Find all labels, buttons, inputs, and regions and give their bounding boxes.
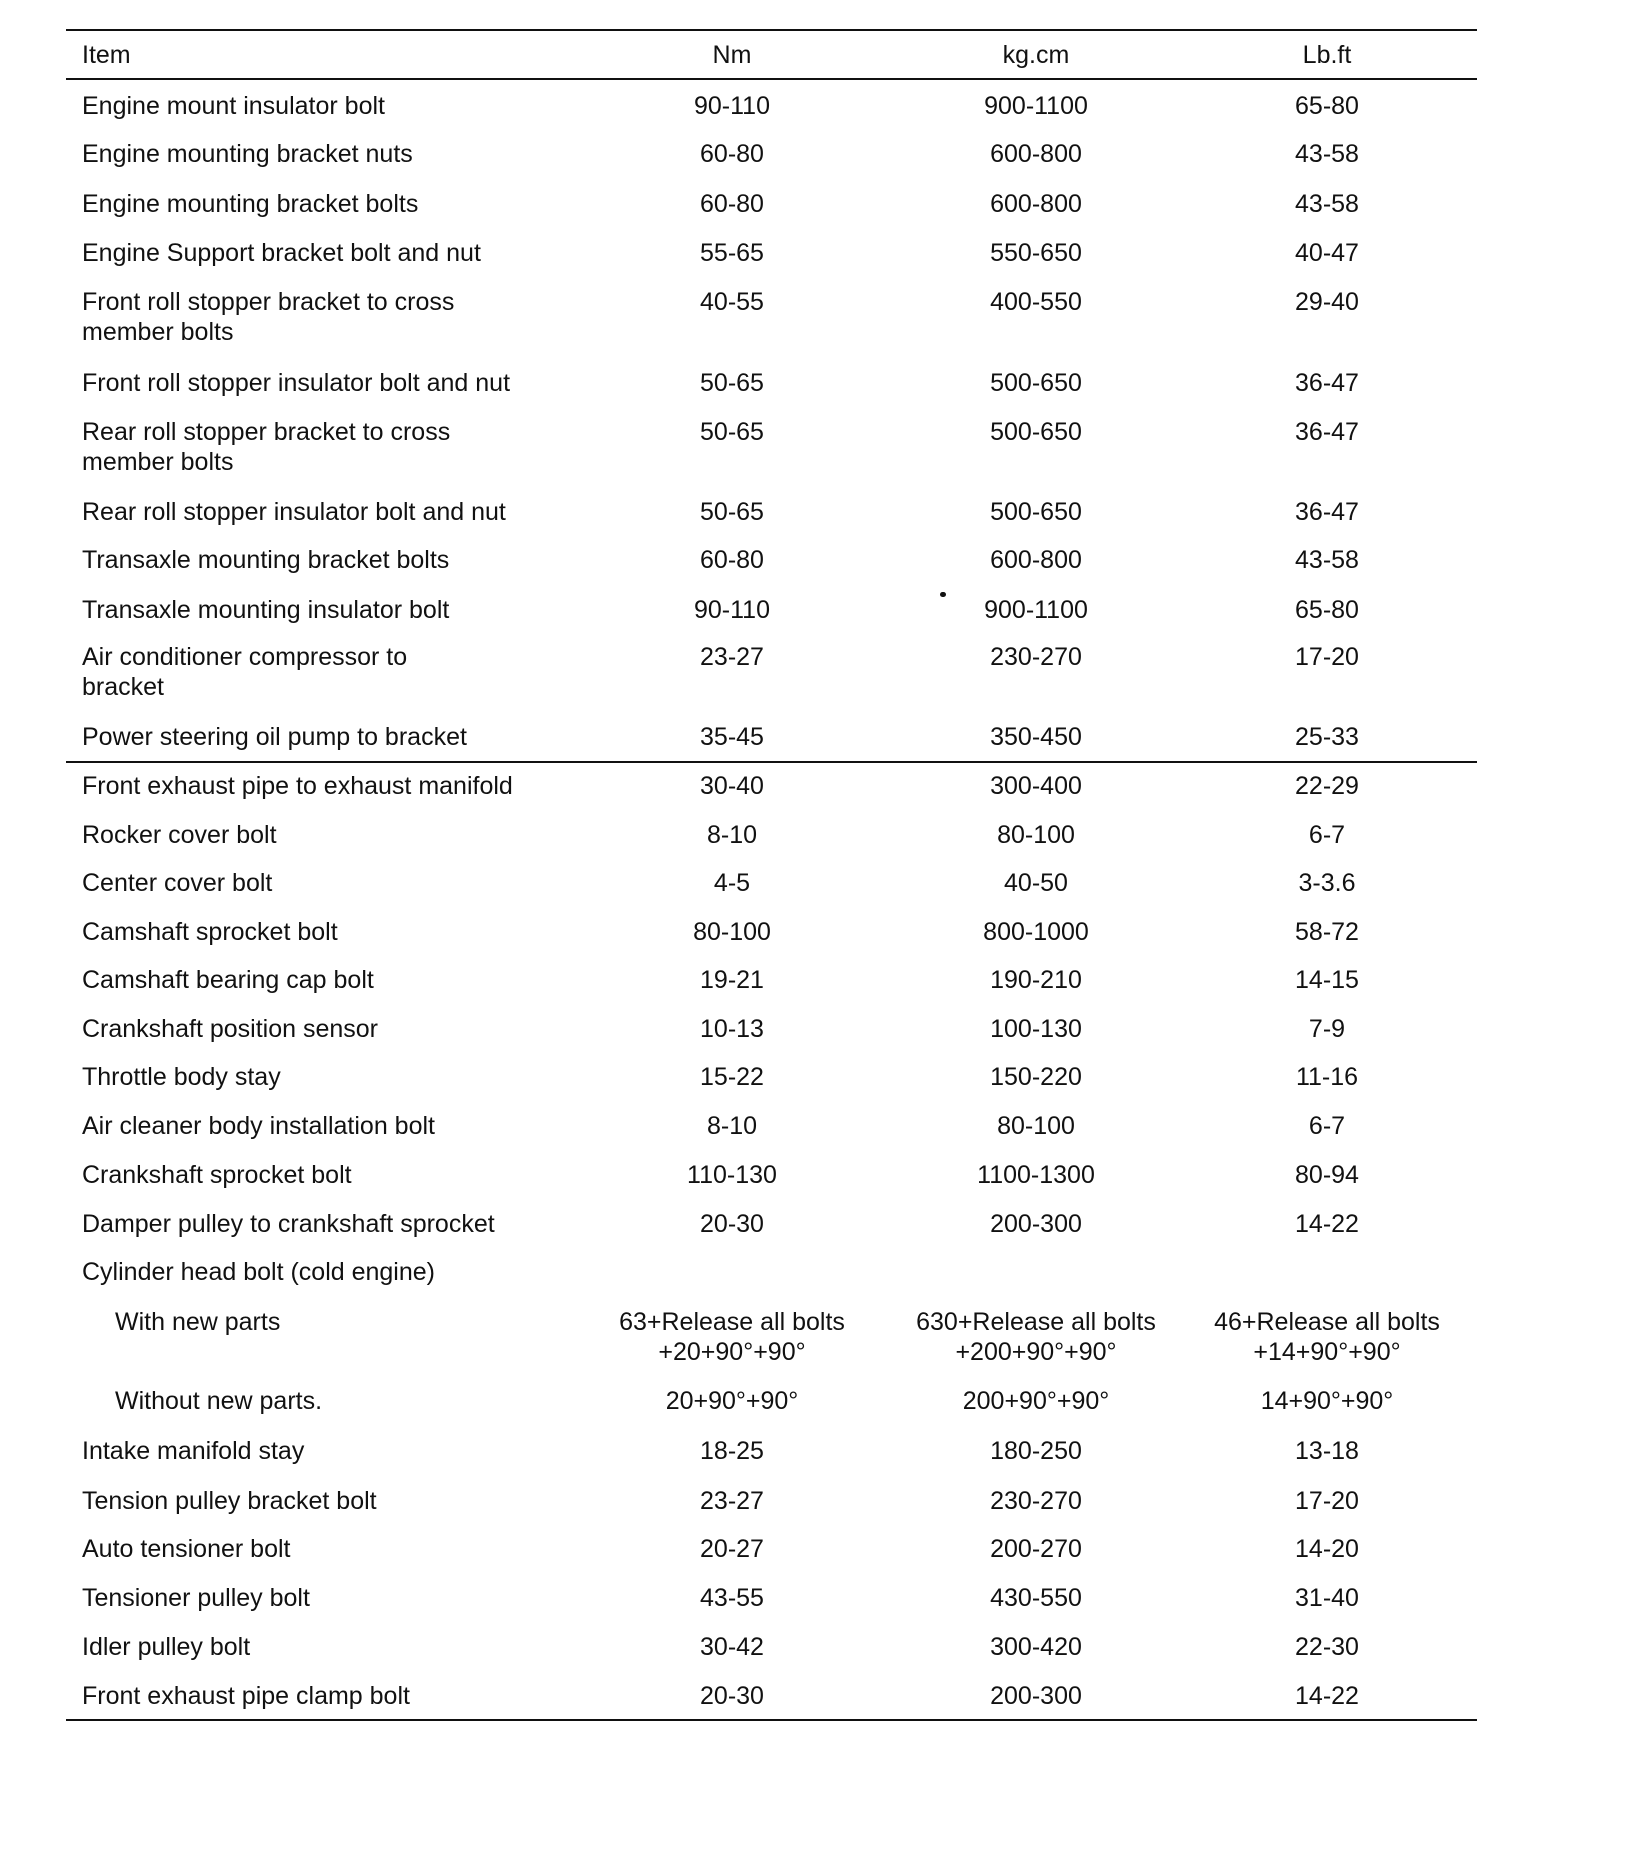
cell-nm: 60-80 bbox=[700, 190, 764, 218]
cell-kgcm: 900-1100 bbox=[984, 92, 1088, 120]
table-top-rule bbox=[66, 29, 1477, 31]
cell-lbft: 36-47 bbox=[1295, 418, 1359, 446]
cell-item: Transaxle mounting insulator bolt bbox=[82, 596, 450, 624]
cell-nm: 30-42 bbox=[700, 1633, 764, 1661]
cell-kgcm: 500-650 bbox=[990, 498, 1082, 526]
cell-item: Throttle body stay bbox=[82, 1063, 281, 1091]
cell-nm: 30-40 bbox=[700, 772, 764, 800]
cell-item: Air cleaner body installation bolt bbox=[82, 1112, 435, 1140]
cell-lbft: 43-58 bbox=[1295, 546, 1359, 574]
cell-nm: 8-10 bbox=[706, 1112, 758, 1140]
cell-lbft: +14+90°+90° bbox=[1253, 1338, 1401, 1366]
cell-lbft: 13-18 bbox=[1295, 1437, 1359, 1465]
cell-kgcm: 400-550 bbox=[990, 288, 1082, 316]
cell-item: Front exhaust pipe to exhaust manifold bbox=[82, 772, 513, 800]
cell-kgcm: 600-800 bbox=[990, 190, 1082, 218]
cell-item: Tensioner pulley bolt bbox=[82, 1584, 310, 1612]
cell-item: Damper pulley to crankshaft sprocket bbox=[82, 1210, 495, 1238]
header-kgcm: kg.cm bbox=[1002, 41, 1070, 69]
cell-lbft: 22-29 bbox=[1295, 772, 1359, 800]
cell-kgcm: 80-100 bbox=[997, 1112, 1075, 1140]
cell-nm: 50-65 bbox=[700, 418, 764, 446]
cell-nm: 60-80 bbox=[700, 140, 764, 168]
cell-item: member bolts bbox=[82, 318, 234, 346]
cell-lbft: 14-20 bbox=[1295, 1535, 1359, 1563]
cell-kgcm: 900-1100 bbox=[984, 596, 1088, 624]
cell-lbft: 29-40 bbox=[1295, 288, 1359, 316]
cell-nm: 90-110 bbox=[694, 92, 770, 120]
cell-item: Intake manifold stay bbox=[82, 1437, 305, 1465]
cell-lbft: 65-80 bbox=[1295, 92, 1359, 120]
cell-item: Without new parts. bbox=[115, 1387, 323, 1415]
cell-lbft: 6-7 bbox=[1308, 1112, 1346, 1140]
cell-lbft: 14+90°+90° bbox=[1260, 1387, 1394, 1415]
header-nm: Nm bbox=[712, 41, 752, 69]
cell-lbft: 80-94 bbox=[1295, 1161, 1359, 1189]
cell-nm: 43-55 bbox=[700, 1584, 764, 1612]
header-bottom-rule bbox=[66, 78, 1477, 80]
cell-item: member bolts bbox=[82, 448, 234, 476]
cell-kgcm: 1100-1300 bbox=[977, 1161, 1095, 1189]
cell-nm: 50-65 bbox=[700, 498, 764, 526]
cell-nm: 110-130 bbox=[687, 1161, 777, 1189]
cell-kgcm: 600-800 bbox=[990, 140, 1082, 168]
cell-item: Engine mounting bracket nuts bbox=[82, 140, 413, 168]
cell-lbft: 14-22 bbox=[1295, 1682, 1359, 1710]
cell-item: Front roll stopper bracket to cross bbox=[82, 288, 455, 316]
cell-kgcm: 500-650 bbox=[990, 369, 1082, 397]
cell-item: Front exhaust pipe clamp bolt bbox=[82, 1682, 410, 1710]
cell-kgcm: 300-400 bbox=[990, 772, 1082, 800]
cell-item: Engine Support bracket bolt and nut bbox=[82, 239, 481, 267]
cell-lbft: 65-80 bbox=[1295, 596, 1359, 624]
cell-lbft: 7-9 bbox=[1308, 1015, 1346, 1043]
cell-kgcm: +200+90°+90° bbox=[955, 1338, 1117, 1366]
cell-lbft: 36-47 bbox=[1295, 498, 1359, 526]
cell-lbft: 14-22 bbox=[1295, 1210, 1359, 1238]
cell-item: Camshaft bearing cap bolt bbox=[82, 966, 374, 994]
cell-nm: 4-5 bbox=[713, 869, 751, 897]
cell-lbft: 43-58 bbox=[1295, 140, 1359, 168]
cell-nm: 20-27 bbox=[700, 1535, 764, 1563]
cell-kgcm: 230-270 bbox=[990, 1487, 1082, 1515]
cell-item: Power steering oil pump to bracket bbox=[82, 723, 467, 751]
cell-nm: +20+90°+90° bbox=[658, 1338, 806, 1366]
cell-nm: 35-45 bbox=[700, 723, 764, 751]
cell-lbft: 58-72 bbox=[1295, 918, 1359, 946]
cell-kgcm: 200+90°+90° bbox=[962, 1387, 1110, 1415]
cell-lbft: 36-47 bbox=[1295, 369, 1359, 397]
cell-lbft: 25-33 bbox=[1295, 723, 1359, 751]
cell-kgcm: 600-800 bbox=[990, 546, 1082, 574]
cell-lbft: 46+Release all bolts bbox=[1214, 1308, 1440, 1336]
cell-lbft: 17-20 bbox=[1295, 1487, 1359, 1515]
cell-nm: 23-27 bbox=[700, 643, 764, 671]
cell-nm: 15-22 bbox=[700, 1063, 764, 1091]
cell-item: Center cover bolt bbox=[82, 869, 273, 897]
cell-kgcm: 800-1000 bbox=[983, 918, 1089, 946]
cell-item: Engine mounting bracket bolts bbox=[82, 190, 419, 218]
scan-speck bbox=[940, 592, 946, 597]
cell-kgcm: 300-420 bbox=[990, 1633, 1082, 1661]
cell-kgcm: 200-300 bbox=[990, 1210, 1082, 1238]
cell-kgcm: 40-50 bbox=[1004, 869, 1068, 897]
cell-item: bracket bbox=[82, 673, 164, 701]
cell-kgcm: 150-220 bbox=[990, 1063, 1082, 1091]
cell-kgcm: 500-650 bbox=[990, 418, 1082, 446]
cell-nm: 80-100 bbox=[693, 918, 771, 946]
table-bottom-rule bbox=[66, 1719, 1477, 1721]
cell-kgcm: 80-100 bbox=[997, 821, 1075, 849]
cell-lbft: 3-3.6 bbox=[1298, 869, 1356, 897]
cell-lbft: 40-47 bbox=[1295, 239, 1359, 267]
cell-item: Cylinder head bolt (cold engine) bbox=[82, 1258, 435, 1286]
cell-nm: 20-30 bbox=[700, 1210, 764, 1238]
cell-item: Engine mount insulator bolt bbox=[82, 92, 385, 120]
cell-item: Crankshaft sprocket bolt bbox=[82, 1161, 352, 1189]
cell-lbft: 17-20 bbox=[1295, 643, 1359, 671]
header-lbft: Lb.ft bbox=[1302, 41, 1352, 69]
cell-nm: 20-30 bbox=[700, 1682, 764, 1710]
section-divider-rule bbox=[66, 761, 1477, 763]
cell-item: Crankshaft position sensor bbox=[82, 1015, 378, 1043]
cell-item: Camshaft sprocket bolt bbox=[82, 918, 338, 946]
cell-kgcm: 430-550 bbox=[990, 1584, 1082, 1612]
cell-item: Rear roll stopper insulator bolt and nut bbox=[82, 498, 506, 526]
cell-kgcm: 100-130 bbox=[990, 1015, 1082, 1043]
cell-lbft: 31-40 bbox=[1295, 1584, 1359, 1612]
cell-kgcm: 350-450 bbox=[990, 723, 1082, 751]
cell-item: With new parts bbox=[115, 1308, 281, 1336]
cell-item: Front roll stopper insulator bolt and nut bbox=[82, 369, 511, 397]
cell-nm: 55-65 bbox=[700, 239, 764, 267]
cell-nm: 19-21 bbox=[700, 966, 764, 994]
cell-item: Air conditioner compressor to bbox=[82, 643, 408, 671]
cell-item: Auto tensioner bolt bbox=[82, 1535, 291, 1563]
cell-kgcm: 200-270 bbox=[990, 1535, 1082, 1563]
cell-item: Rocker cover bolt bbox=[82, 821, 277, 849]
cell-kgcm: 190-210 bbox=[990, 966, 1082, 994]
cell-nm: 18-25 bbox=[700, 1437, 764, 1465]
cell-nm: 20+90°+90° bbox=[665, 1387, 799, 1415]
cell-kgcm: 200-300 bbox=[990, 1682, 1082, 1710]
cell-lbft: 6-7 bbox=[1308, 821, 1346, 849]
cell-nm: 8-10 bbox=[706, 821, 758, 849]
cell-kgcm: 630+Release all bolts bbox=[916, 1308, 1156, 1336]
cell-nm: 63+Release all bolts bbox=[619, 1308, 845, 1336]
cell-nm: 23-27 bbox=[700, 1487, 764, 1515]
cell-item: Tension pulley bracket bolt bbox=[82, 1487, 377, 1515]
cell-nm: 10-13 bbox=[700, 1015, 764, 1043]
cell-item: Rear roll stopper bracket to cross bbox=[82, 418, 451, 446]
cell-lbft: 11-16 bbox=[1295, 1063, 1359, 1091]
cell-nm: 90-110 bbox=[694, 596, 770, 624]
cell-kgcm: 180-250 bbox=[990, 1437, 1082, 1465]
cell-lbft: 22-30 bbox=[1295, 1633, 1359, 1661]
cell-lbft: 43-58 bbox=[1295, 190, 1359, 218]
header-item: Item bbox=[82, 41, 131, 69]
cell-item: Idler pulley bolt bbox=[82, 1633, 251, 1661]
cell-kgcm: 550-650 bbox=[990, 239, 1082, 267]
cell-nm: 50-65 bbox=[700, 369, 764, 397]
cell-lbft: 14-15 bbox=[1295, 966, 1359, 994]
cell-item: Transaxle mounting bracket bolts bbox=[82, 546, 450, 574]
cell-nm: 60-80 bbox=[700, 546, 764, 574]
cell-kgcm: 230-270 bbox=[990, 643, 1082, 671]
cell-nm: 40-55 bbox=[700, 288, 764, 316]
